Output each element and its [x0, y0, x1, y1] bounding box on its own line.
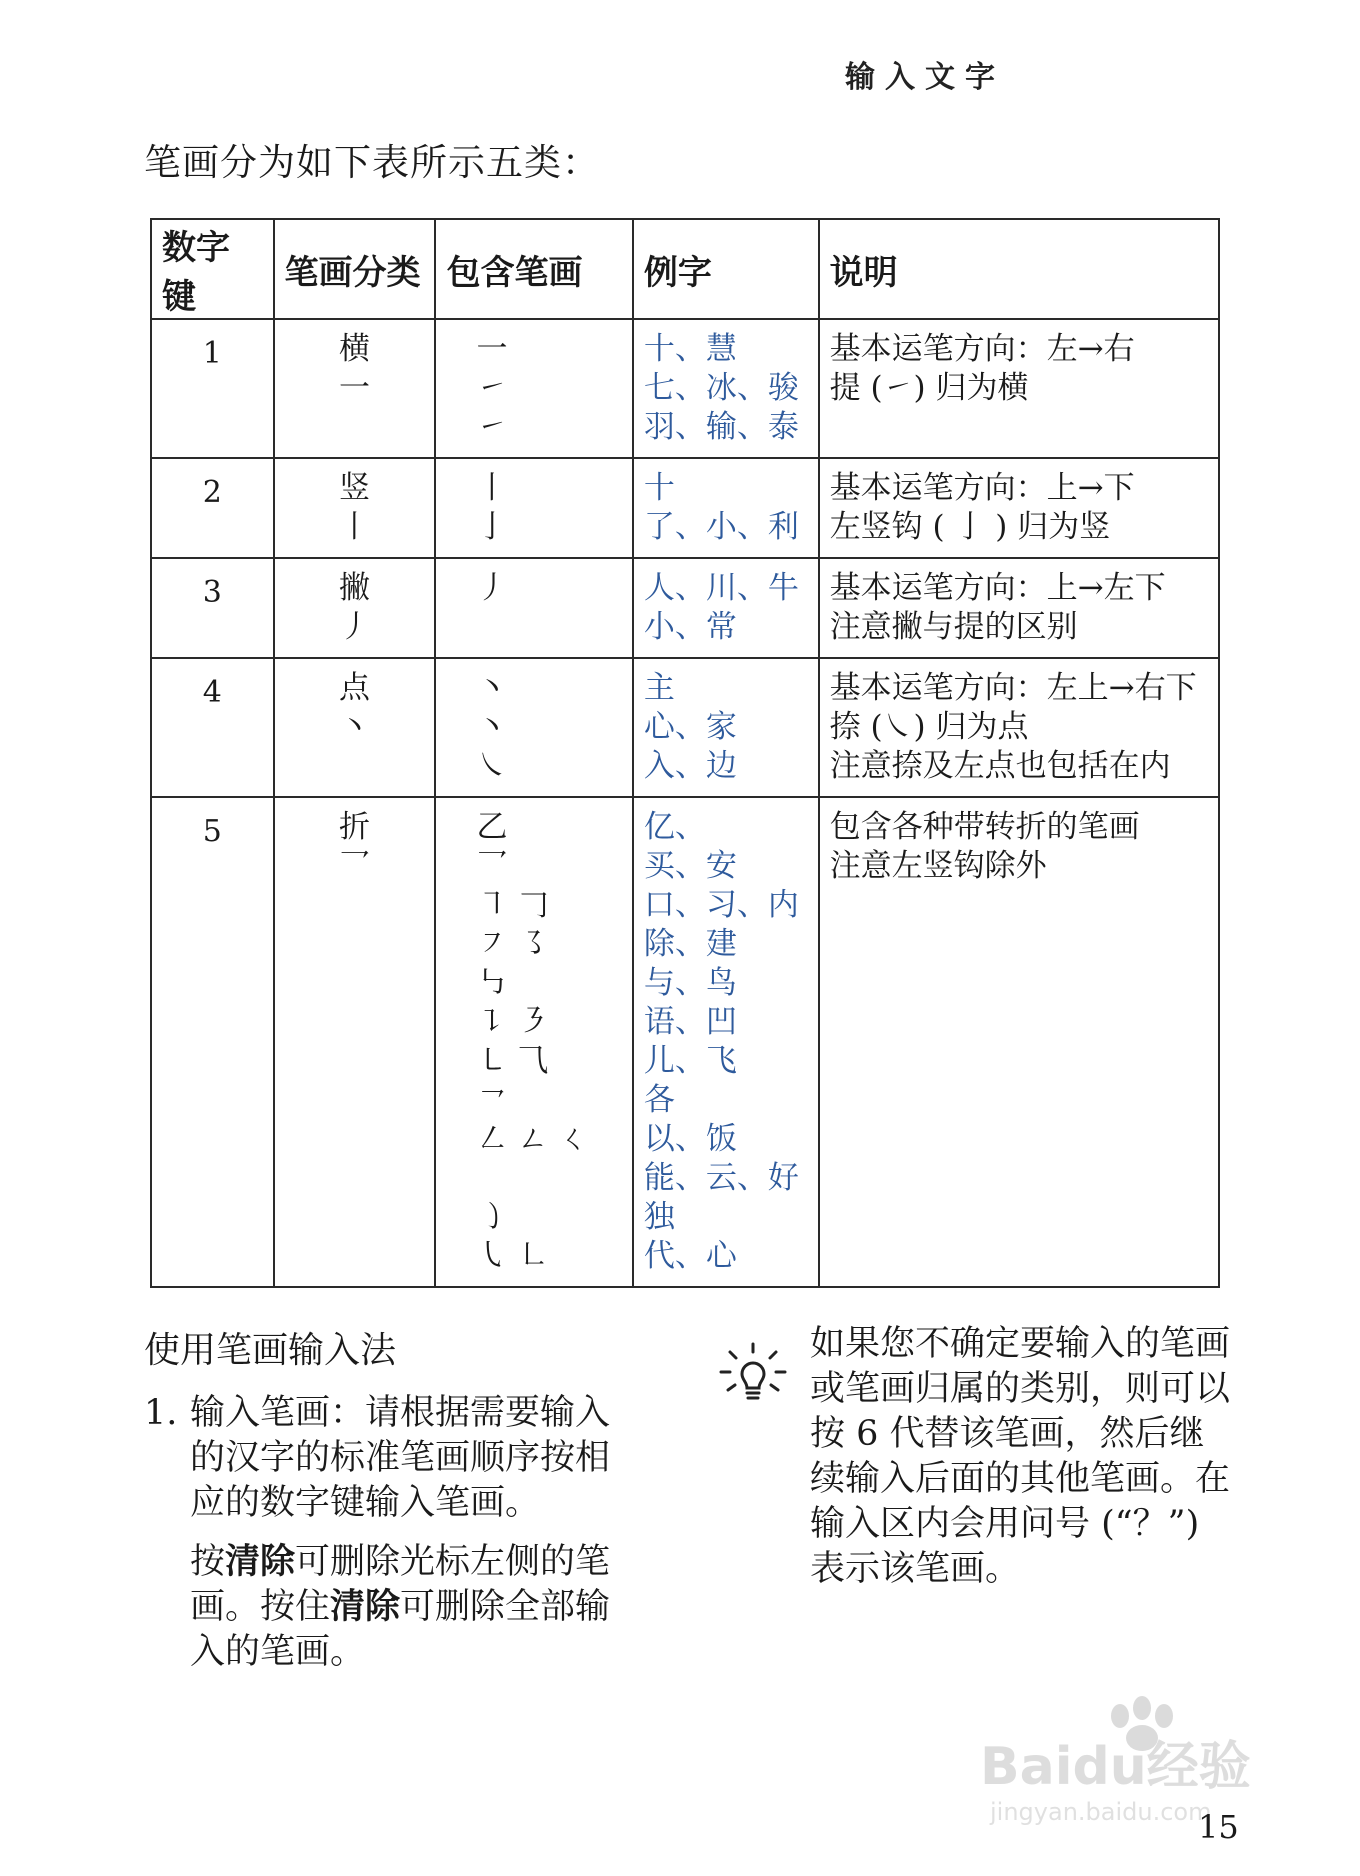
cell-examples [633, 658, 819, 797]
cell-examples [633, 558, 819, 658]
category-line: 丿 [339, 609, 371, 645]
cell-examples [633, 458, 819, 558]
examples-line: 了、小、利 [643, 509, 799, 545]
cell-category [274, 319, 436, 458]
cell-key: 5 [151, 797, 274, 1287]
tip-text: 如果您不确定要输入的笔画或笔画归属的类别，则可以按 6 代替该笔画，然后继续输入后面的其他笔画。在输入区内会用问号 (“？”) 表示该笔画。 [810, 1324, 1231, 1589]
includes-line: ㇏ [476, 748, 508, 784]
lightbulb-icon [718, 1340, 788, 1410]
includes-line: ㇜ ㄥ ㄑ [476, 1121, 590, 1157]
cell-notes [819, 658, 1219, 797]
notes-line: 捺 (㇏) 归为点 [829, 709, 1029, 745]
examples-line: 亿、 [643, 809, 706, 845]
examples-line: 七、冰、骏 [643, 370, 799, 406]
clear-pre: 按 [190, 1542, 226, 1582]
includes-line: 亅 [476, 509, 508, 545]
includes-line: ㇕ 𠃌 [476, 887, 549, 923]
table-row [151, 558, 1219, 658]
examples-line: 买、安 [643, 848, 737, 884]
includes-line: ㇀ [476, 370, 508, 406]
category-line: 一 [339, 370, 371, 406]
table-row [151, 319, 1219, 458]
examples-line: 主 [643, 670, 675, 706]
table-row [151, 797, 1219, 1287]
notes-line: 注意撇与提的区别 [829, 609, 1078, 645]
usage-section [144, 1322, 644, 1689]
cell-notes [819, 319, 1219, 458]
examples-line: 十、慧 [643, 331, 737, 367]
includes-line [476, 1159, 621, 1198]
category-line: 横 [339, 331, 371, 367]
examples-line: 代、心 [643, 1238, 737, 1274]
category-line: 丶 [339, 709, 371, 745]
header-notes: 说明 [819, 219, 1219, 319]
examples-line: 独 [643, 1199, 675, 1235]
table-row [151, 458, 1219, 558]
step-text: 输入笔画：请根据需要输入的汉字的标准笔画顺序按相应的数字键输入笔画。 [190, 1393, 611, 1523]
clear-key-label-2: 清除 [330, 1587, 401, 1627]
notes-line: 包含各种带转折的笔画 [829, 809, 1140, 845]
cell-category [274, 658, 436, 797]
header-key: 数字键 [151, 219, 274, 319]
cell-key: 2 [151, 458, 274, 558]
cell-category [274, 797, 436, 1287]
cell-notes [819, 458, 1219, 558]
includes-line: 丨 [476, 470, 508, 506]
clear-key-label: 清除 [225, 1542, 296, 1582]
examples-line: 入、边 [643, 748, 737, 784]
clear-post: 可删除全部输入的笔画。 [190, 1587, 611, 1672]
notes-line: 注意捺及左点也包括在内 [829, 748, 1171, 784]
cell-includes [435, 658, 632, 797]
watermark-url: jingyan.baidu.com [990, 1798, 1212, 1826]
cell-includes [435, 458, 632, 558]
notes-line: 左竖钩 ( 亅 ) 归为竖 [829, 509, 1111, 545]
examples-line: 各 [643, 1082, 675, 1118]
examples-line: 能、云、好 [643, 1160, 799, 1196]
notes-line: 注意左竖钩除外 [829, 848, 1047, 884]
examples-line: 人、川、牛 [643, 570, 799, 606]
cell-key: 4 [151, 658, 274, 797]
category-line: 竖 [339, 470, 371, 506]
usage-step [144, 1391, 644, 1689]
examples-line: 羽、输、泰 [643, 409, 799, 445]
table-body [151, 319, 1219, 1287]
notes-line: 基本运笔方向：上→下 [829, 470, 1135, 506]
cell-examples [633, 319, 819, 458]
cell-includes [435, 797, 632, 1287]
examples-line: 语、凹 [643, 1004, 737, 1040]
includes-line: ㇀ [476, 409, 508, 445]
usage-title: 使用笔画输入法 [144, 1330, 397, 1371]
header-includes: 包含笔画 [435, 219, 632, 319]
notes-line: 提 (㇀) 归为横 [829, 370, 1029, 406]
examples-line: 口、习、内 [643, 887, 799, 923]
examples-line: 除、建 [643, 926, 737, 962]
includes-line: ㇇ ㇌ [476, 926, 549, 962]
notes-line: 基本运笔方向：左→右 [829, 331, 1135, 367]
cell-notes [819, 797, 1219, 1287]
header-category: 笔画分类 [274, 219, 436, 319]
cell-category [274, 458, 436, 558]
category-line: 乛 [339, 848, 371, 884]
includes-line: 乛 [476, 848, 508, 884]
category-line: 丨 [339, 509, 371, 545]
examples-line: 以、饭 [643, 1121, 737, 1157]
category-line: 撇 [339, 570, 371, 606]
cell-key: 3 [151, 558, 274, 658]
includes-line: ㇖ [476, 1082, 508, 1118]
watermark-logo [970, 1688, 1290, 1828]
step-body [190, 1391, 644, 1689]
notes-line: 基本运笔方向：上→左下 [829, 570, 1166, 606]
includes-line: 丶 [476, 670, 508, 706]
header-examples: 例字 [633, 219, 819, 319]
includes-line: 丶 [476, 709, 508, 745]
intro-text: 笔画分为如下表所示五类： [144, 141, 600, 184]
table-header-row [151, 219, 1219, 319]
section-header: 输入文字 [845, 60, 1005, 95]
clear-instruction [190, 1540, 644, 1675]
watermark-brand: Baidu经验 [980, 1737, 1251, 1797]
examples-line: 小、常 [643, 609, 737, 645]
step-number: 1. [144, 1393, 178, 1433]
cell-includes [435, 319, 632, 458]
includes-line: 一 [476, 331, 508, 367]
stroke-table [150, 218, 1220, 1288]
includes-line: 丿 [476, 570, 508, 606]
table-row [151, 658, 1219, 797]
includes-line: ㇄ ⺄ [476, 1043, 549, 1079]
examples-line: 与、鸟 [643, 965, 737, 1001]
includes-line: 乙 [476, 809, 508, 845]
cell-notes [819, 558, 1219, 658]
cell-category [274, 558, 436, 658]
includes-line: ㇁ [476, 1199, 508, 1235]
includes-line: ㇂ ㇗ [476, 1238, 549, 1274]
clear-mid: 可删除光标左侧的笔画。按住 [190, 1542, 611, 1627]
category-line: 点 [339, 670, 371, 706]
includes-line: ㇉ [476, 965, 508, 1001]
examples-line: 儿、飞 [643, 1043, 737, 1079]
cell-examples [633, 797, 819, 1287]
page-number: 15 [1198, 1808, 1239, 1846]
category-line: 折 [339, 809, 371, 845]
includes-line: ㇊ ㇋ [476, 1004, 549, 1040]
notes-line: 基本运笔方向：左上→右下 [829, 670, 1197, 706]
cell-key: 1 [151, 319, 274, 458]
examples-line: 心、家 [643, 709, 737, 745]
cell-includes [435, 558, 632, 658]
examples-line: 十 [643, 470, 675, 506]
